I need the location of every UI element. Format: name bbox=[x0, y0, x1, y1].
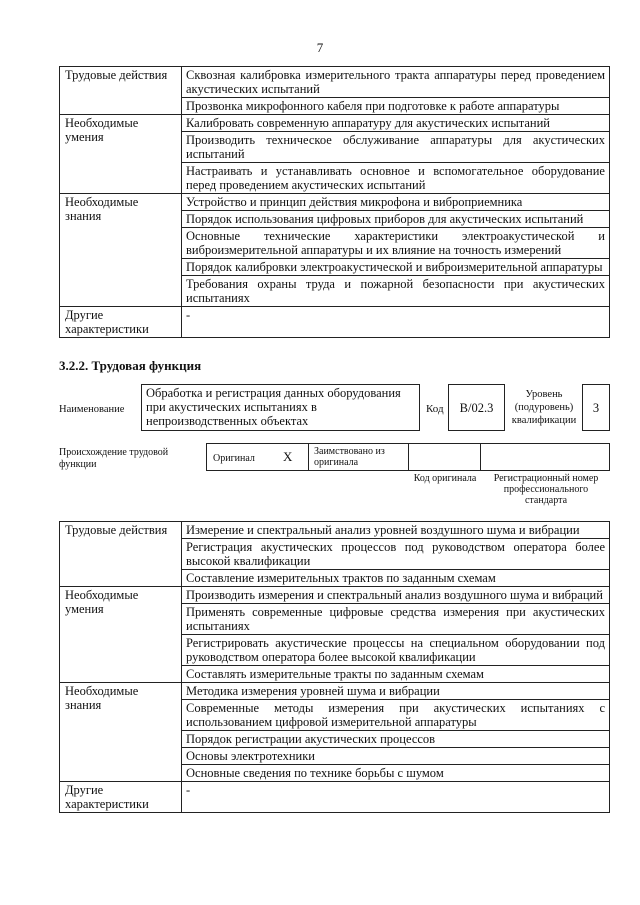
table-row bbox=[60, 307, 610, 338]
row-item: Регистрировать акустические процессы на специальном оборудовании под руководством оператора более высокой квалификации bbox=[182, 635, 610, 666]
function-code: B/02.3 bbox=[448, 384, 505, 431]
row-item: Производить техническое обслуживание аппаратуры для акустических испытаний bbox=[182, 132, 610, 163]
table-row bbox=[60, 67, 610, 98]
page-number: 7 bbox=[316, 40, 324, 55]
table-row bbox=[60, 194, 610, 211]
section-heading: 3.2.2. Трудовая функция bbox=[59, 358, 202, 373]
table-row bbox=[60, 782, 610, 813]
code-original-label: Код оригинала bbox=[413, 473, 477, 484]
row-item: - bbox=[182, 307, 610, 338]
borrowed-label: Заимствовано из оригинала bbox=[314, 446, 385, 468]
row-item: Порядок использования цифровых приборов для акустических испытаний bbox=[182, 211, 610, 228]
row-item: Требования охраны труда и пожарной безопасности при акустических испытаниях bbox=[182, 276, 610, 307]
row-item: Составлять измерительные тракты по заданным схемам bbox=[182, 666, 610, 683]
function-name: Обработка и регистрация данных оборудования при акустических испытаниях в непроизводственных объектах bbox=[141, 384, 420, 431]
row-item: Настраивать и устанавливать основное и вспомогательное оборудование перед проведением акустических испытаний bbox=[182, 163, 610, 194]
row-item: Устройство и принцип действия микрофона и виброприемника bbox=[182, 194, 610, 211]
row-label: Необходимые знания bbox=[60, 683, 182, 782]
row-item: Методика измерения уровней шума и вибрации bbox=[182, 683, 610, 700]
row-item: Порядок регистрации акустических процессов bbox=[182, 731, 610, 748]
reg-number-box bbox=[480, 443, 610, 471]
labor-function-table-1 bbox=[59, 66, 610, 338]
row-item: Составление измерительных трактов по заданным схемам bbox=[182, 570, 610, 587]
row-item: Сквозная калибровка измерительного тракта аппаратуры перед проведением акустических испытаний bbox=[182, 67, 610, 98]
origin-label: Происхождение трудовой функции bbox=[59, 447, 169, 470]
table-row bbox=[60, 683, 610, 700]
row-item: Прозвонка микрофонного кабеля при подготовке к работе аппаратуры bbox=[182, 98, 610, 115]
original-box bbox=[206, 443, 309, 471]
code-original-box bbox=[408, 443, 481, 471]
row-label: Трудовые действия bbox=[60, 522, 182, 587]
row-label: Необходимые знания bbox=[60, 194, 182, 307]
borrowed-box bbox=[308, 443, 409, 471]
table-row bbox=[60, 522, 610, 539]
labor-function-table-2 bbox=[59, 521, 610, 813]
row-label: Необходимые умения bbox=[60, 115, 182, 194]
original-label: Оригинал bbox=[213, 453, 255, 464]
qualification-level: 3 bbox=[582, 384, 610, 431]
row-label: Необходимые умения bbox=[60, 587, 182, 683]
name-label: Наименование bbox=[59, 404, 125, 415]
row-item: Основные сведения по технике борьбы с шумом bbox=[182, 765, 610, 782]
row-item: Основы электротехники bbox=[182, 748, 610, 765]
original-mark: X bbox=[283, 449, 293, 464]
row-label: Трудовые действия bbox=[60, 67, 182, 115]
row-item: Измерение и спектральный анализ уровней воздушного шума и вибрации bbox=[182, 522, 610, 539]
row-item: Современные методы измерения при акустических испытаниях с использованием цифровой измерительной аппаратуры bbox=[182, 700, 610, 731]
row-label: Другие характеристики bbox=[60, 307, 182, 338]
table-row bbox=[60, 587, 610, 604]
row-item: Калибровать современную аппаратуру для акустических испытаний bbox=[182, 115, 610, 132]
row-label: Другие характеристики bbox=[60, 782, 182, 813]
row-item: Применять современные цифровые средства измерения при акустических испытаниях bbox=[182, 604, 610, 635]
reg-number-label: Регистрационный номер профессионального стандарта bbox=[493, 473, 599, 506]
row-item: Основные технические характеристики электроакустической и виброизмерительной аппаратуры и их влияние на точность измерений bbox=[182, 228, 610, 259]
row-item: - bbox=[182, 782, 610, 813]
code-label: Код bbox=[426, 403, 444, 415]
row-item: Регистрация акустических процессов под руководством оператора более высокой квалификации bbox=[182, 539, 610, 570]
table-row bbox=[60, 115, 610, 132]
row-item: Порядок калибровки электроакустической и виброизмерительной аппаратуры bbox=[182, 259, 610, 276]
row-item: Производить измерения и спектральный анализ воздушного шума и вибраций bbox=[182, 587, 610, 604]
level-label: Уровень (подуровень) квалификации bbox=[511, 389, 577, 426]
